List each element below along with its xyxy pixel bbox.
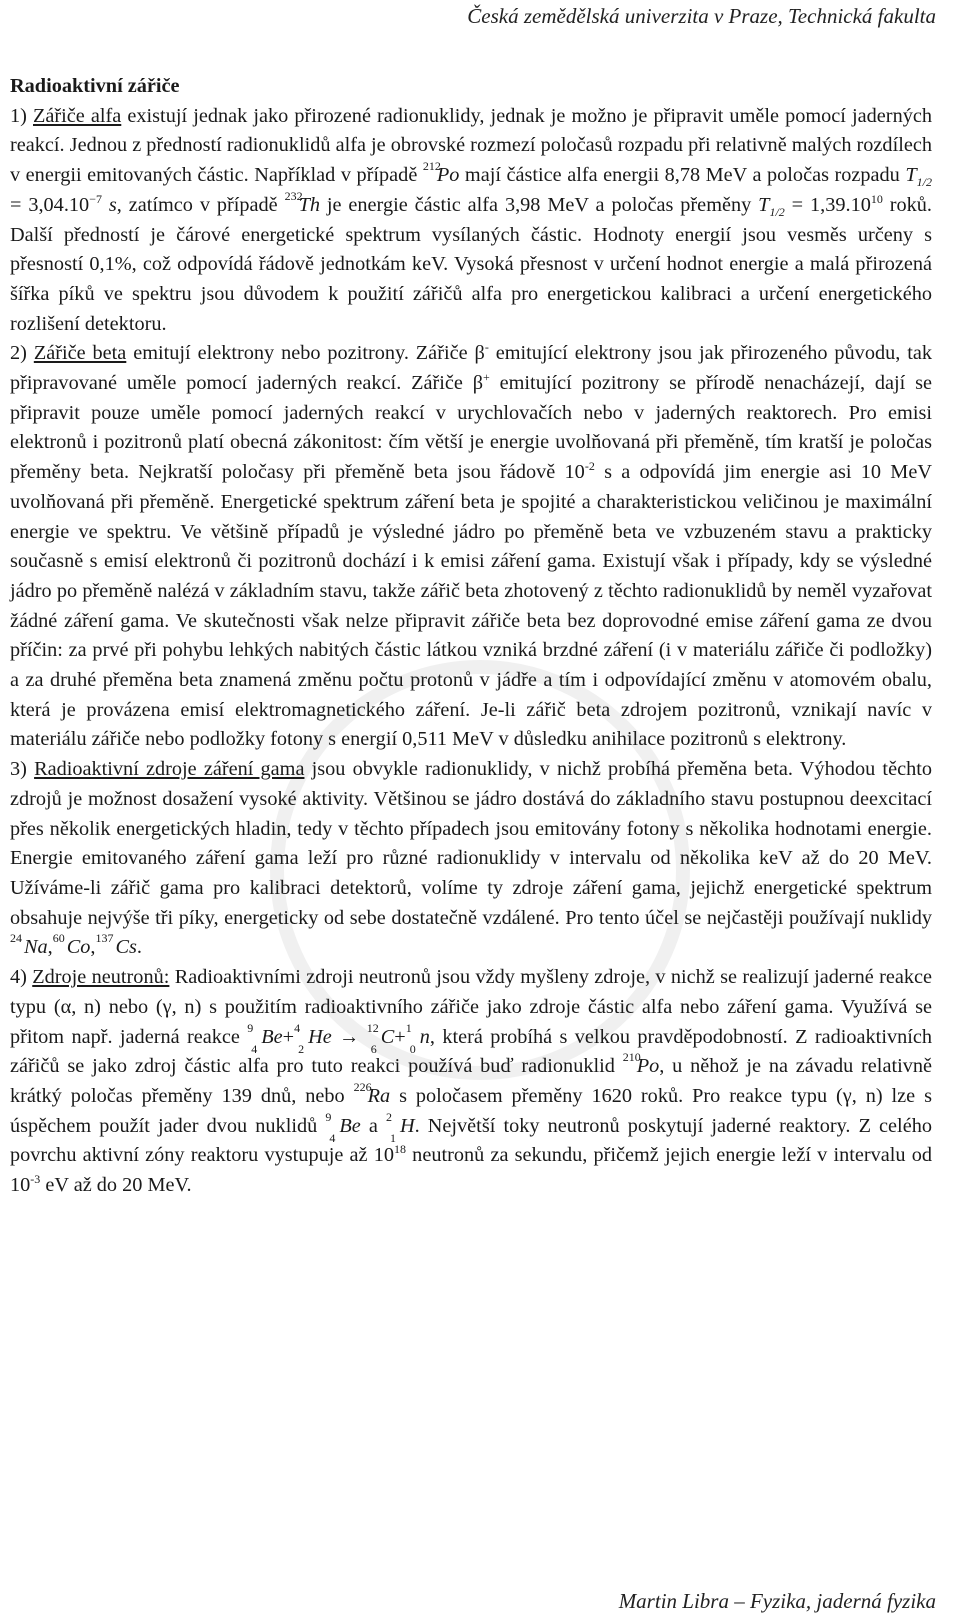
term-gamma-sources: Radioaktivní zdroje záření gama: [34, 758, 305, 781]
nuclide-th232: 232 Th: [284, 188, 320, 216]
nuclide-be9: 9 4 Be: [325, 1109, 361, 1145]
page-header: Česká zemědělská univerzita v Praze, Technická fakulta: [467, 4, 936, 28]
paragraph-beta: 2) Zářiče beta emitují elektrony nebo pozitrony. Zářiče β- emitující elektrony jsou jak přirozeného původu, tak připravované uměle pomocí jaderných reakcí. Zářiče β+ emitující pozitrony se přírodě nenacházejí, dají se připravit pouze uměle pomocí jaderných reakcí v urychlovačích nebo v jaderných reaktorech. Pro emisi elektronů i pozitronů platí obecná zákonitost: čím větší je energie uvolňovaná při přeměně, tím kratší je poločas přeměny beta. Nejkratší poločasy při přeměně beta jsou řádově $10^{-2}$ s a odpovídá jim energie asi 10 MeV uvolňovaná při přeměně. Energetické spektrum záření beta je spojité a charakteristickou veličinou je maximální energie ve spektru. Ve většině případů je výsledné jádro po přeměně beta ve vzbuzeném stavu a prakticky současně s emisí elektronů či pozitronů dochází i k emisi záření gama. Existují však i případy, kdy se výsledné jádro po přeměně nalézá v základním stavu, takže zářič beta zhotovený z těchto radionuklidů by neměl vyzařovat žádné záření gama. Ve skutečnosti však nelze připravit zářiče beta bez doprovodné emise záření gama ze dvou příčin: za prvé při pohybu lehkých nabitých částic látkou vzniká brzdné záření (i v materiálu zářiče či podložky) a za druhé přeměna beta znamená změnu počtu protonů v jádře a tím i odpovídající změnu v atomovém obalu, která je provázena emisí elektromagnetického záření. Je-li zářič beta zdrojem pozitronů, vznikají navíc v materiálu zářiče nebo podložky fotony s energií 0,511 MeV v důsledku anihilace pozitronů s elektrony.: [10, 340, 932, 751]
nuclide-po210: 210 Po: [622, 1050, 660, 1078]
paragraph-neutron: 4) Zdroje neutronů: Radioaktivními zdroji neutronů jsou vždy myšleny zdroje, v nichž se realizují jaderné reakce typu (α, n) nebo (γ, n) s použitím radioaktivního zářiče jako zdroje částic alfa nebo záření gama. Využívá se přitom např. jaderná reakce 9 4 Be+ 4 2 He → 12 6 C+ 1 0 n, která probíhá s velkou pravděpodobností. Z radioaktivních zářičů se jako zdroj částic alfa pro tuto reakci používá buď radionuklid 210 Po, u něhož je na závadu relativně krátký poločas přeměny 139 dnů, nebo 226 Ra s poločasem přeměny 1620 roků. Pro reakce typu (γ, n) lze s úspěchem použít jader dvou nuklidů 9 4 Be a 2 1 H. Největší toky neutronů poskytují jaderné reaktory. Z celého povrchu aktivní zóny reaktoru vystupuje až $10^{18}$ neutronů za sekundu, přičemž jejich energie leží v intervalu od $10^{-3}$ eV až do 20 MeV.: [10, 966, 933, 1197]
nuclide-be9: 9 4 Be: [247, 1020, 283, 1056]
half-life-symbol: $T_{1/2}$: [905, 164, 932, 190]
nuclide-po212: 212 Po: [422, 159, 460, 187]
nuclide-co60: 60 Co: [52, 931, 91, 959]
page-footer: Martin Libra – Fyzika, jaderná fyzika: [618, 1589, 936, 1613]
term-beta-emitters: Zářiče beta: [33, 342, 127, 365]
nuclide-he4: 4 2 He: [294, 1020, 332, 1056]
nuclide-cs137: 137 Cs: [95, 931, 137, 959]
paragraph-alpha: 1) Zářiče alfa existují jednak jako přirozené radionuklidy, jednak je možno je připravit uměle pomocí jaderných reakcí. Jednou z předností radionuklidů alfa je obrovské rozmezí poločasů rozpadu při relativně malých rozdílech v energii emitovaných částic. Například v případě 212 Po mají částice alfa energii 8,78 MeV a poločas rozpadu $T_{1/2} = 3,04.10^{-7}$ s, zatímco v případě 232 Th je energie částic alfa 3,98 MeV a poločas přeměny $T_{1/2} = 1,39.10^{10}$ roků. Další předností je čárové energetické spektrum vysílaných částic. Hodnoty energií jsou vesměs určeny s přesností 0,1%, což odpovídá řádově jednotkám keV. Vysoká přesnost v určení hodnot energie a malá přirozená šířka píků ve spektru jsou důvodem k použití zářičů alfa pro energetickou kalibraci a určení energetického rozlišení detektoru.: [10, 104, 932, 335]
nuclide-h2: 2 1 H: [385, 1109, 415, 1145]
nuclide-c12: 12 6 C: [366, 1020, 395, 1056]
term-alpha-emitters: Zářiče alfa: [33, 104, 122, 127]
nuclide-ra226: 226 Ra: [353, 1079, 391, 1107]
nuclide-n1: 1 0 n: [405, 1020, 430, 1056]
term-neutron-sources: Zdroje neutronů:: [32, 966, 170, 989]
paragraph-gamma: 3) Radioaktivní zdroje záření gama jsou obvykle radionuklidy, v nichž probíhá přeměna beta. Výhodou těchto zdrojů je možnost dosažení vysoké aktivity. Většinou se jádro dostává do základního stavu postupnou deexcitací přes několik energetických hladin, tedy v těchto případech jsou emitovány fotony s několika hodnotami energie. Energie emitovaného záření gama leží pro různé radionuklidy v intervalu od několika keV až do 20 MeV. Užíváme-li zářič gama pro kalibraci detektorů, volíme ty zdroje záření gama, jejichž energetické spektrum obsahuje nejvýše tři píky, energeticky od sebe dostatečně vzdálené. Pro tento účel se nejčastěji používají nuklidy 24 Na, 60 Co, 137 Cs.: [10, 755, 932, 963]
nuclide-na24: 24 Na: [10, 931, 48, 959]
document-body: [10, 72, 932, 1201]
section-title: Radioaktivní zářiče: [10, 75, 180, 97]
half-life-symbol: $T_{1/2}$: [758, 193, 785, 219]
